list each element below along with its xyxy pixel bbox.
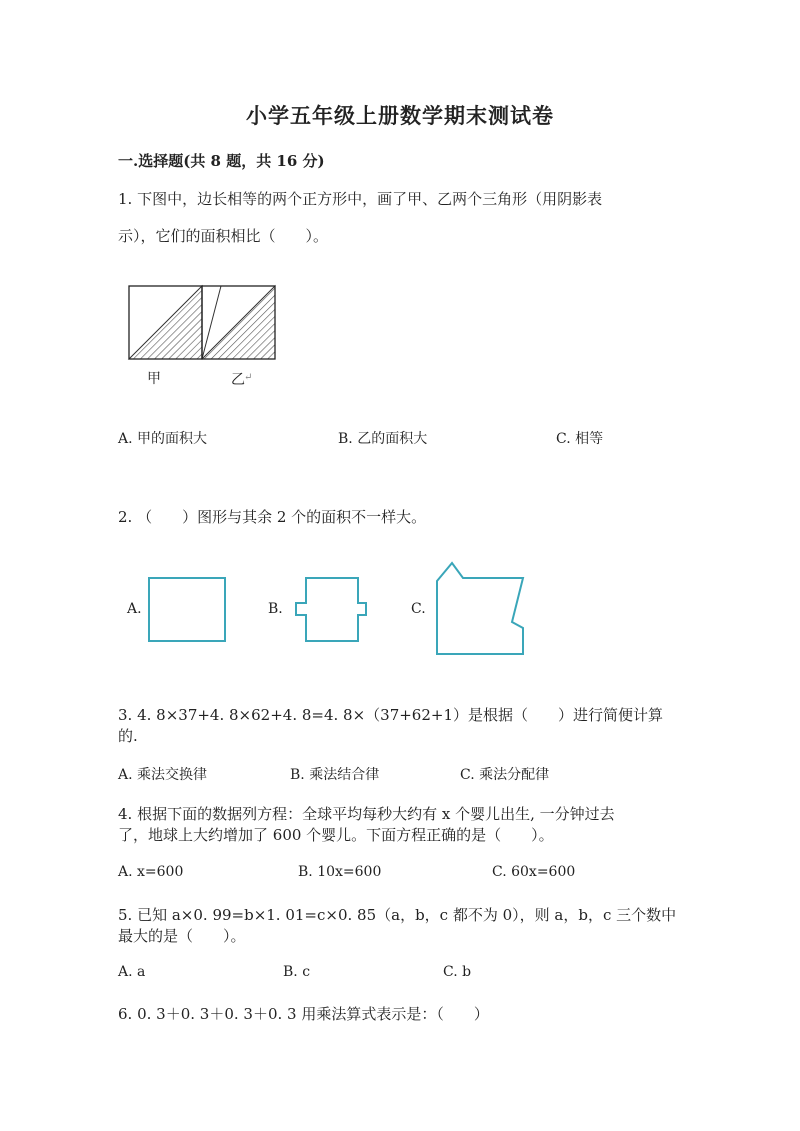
- question-5-line-1: 5. 已知 a×0. 99=b×1. 01=c×0. 85（a，b，c 都不为 0），则 a，b，c 三个数中: [118, 906, 677, 924]
- question-3-line-1: 3. 4. 8×37+4. 8×62+4. 8=4. 8×（37+62+1）是根据（ ）进行简便计算: [118, 706, 664, 724]
- shape-label-a: A.: [127, 601, 142, 617]
- question-3-line-2: 的.: [118, 727, 138, 745]
- shape-c-irregular: [437, 563, 523, 654]
- triangles-figure: [125, 282, 280, 367]
- shape-label-c: C.: [411, 601, 426, 617]
- q3-option-a[interactable]: A. 乘法交换律: [118, 767, 208, 783]
- q1-option-a[interactable]: A. 甲的面积大: [118, 431, 208, 447]
- q4-option-c[interactable]: C. 60x=600: [492, 864, 576, 880]
- triangle-jia: [129, 286, 202, 359]
- return-mark-icon: ↵: [244, 372, 253, 383]
- shapes-figure: [140, 555, 535, 665]
- page-title: 小学五年级上册数学期末测试卷: [246, 103, 554, 128]
- question-5-line-2: 最大的是（ ）。: [118, 927, 246, 945]
- q4-option-b[interactable]: B. 10x=600: [298, 864, 382, 880]
- triangle-yi: [202, 286, 275, 359]
- question-4-line-2: 了，地球上大约增加了 600 个婴儿。下面方程正确的是（ ）。: [118, 826, 554, 844]
- question-6-line-1: 6. 0. 3＋0. 3＋0. 3＋0. 3 用乘法算式表示是：（ ）: [118, 1005, 489, 1023]
- q1-option-c[interactable]: C. 相等: [556, 431, 604, 447]
- section-heading: 一.选择题(共 8 题，共 16 分): [118, 152, 325, 170]
- q3-option-c[interactable]: C. 乘法分配律: [460, 767, 550, 783]
- q1-option-b[interactable]: B. 乙的面积大: [338, 431, 428, 447]
- q4-option-a[interactable]: A. x=600: [118, 864, 184, 880]
- q5-option-a[interactable]: A. a: [118, 964, 146, 980]
- q5-option-b[interactable]: B. c: [283, 964, 311, 980]
- question-1-line-1: 1. 下图中，边长相等的两个正方形中，画了甲、乙两个三角形（用阴影表: [118, 190, 603, 208]
- q3-option-b[interactable]: B. 乘法结合律: [290, 767, 380, 783]
- shape-b-notched: [296, 578, 366, 641]
- figure-label-jia: 甲: [147, 371, 161, 387]
- question-1-line-2: 示），它们的面积相比（ ）。: [118, 227, 329, 245]
- q5-option-c[interactable]: C. b: [443, 964, 472, 980]
- question-2-line-1: 2. （ ）图形与其余 2 个的面积不一样大。: [118, 508, 427, 526]
- shape-label-b: B.: [268, 601, 283, 617]
- question-4-line-1: 4. 根据下面的数据列方程：全球平均每秒大约有 x 个婴儿出生, 一分钟过去: [118, 805, 615, 823]
- figure-label-yi: 乙: [231, 372, 245, 388]
- shape-a-rectangle: [149, 578, 225, 641]
